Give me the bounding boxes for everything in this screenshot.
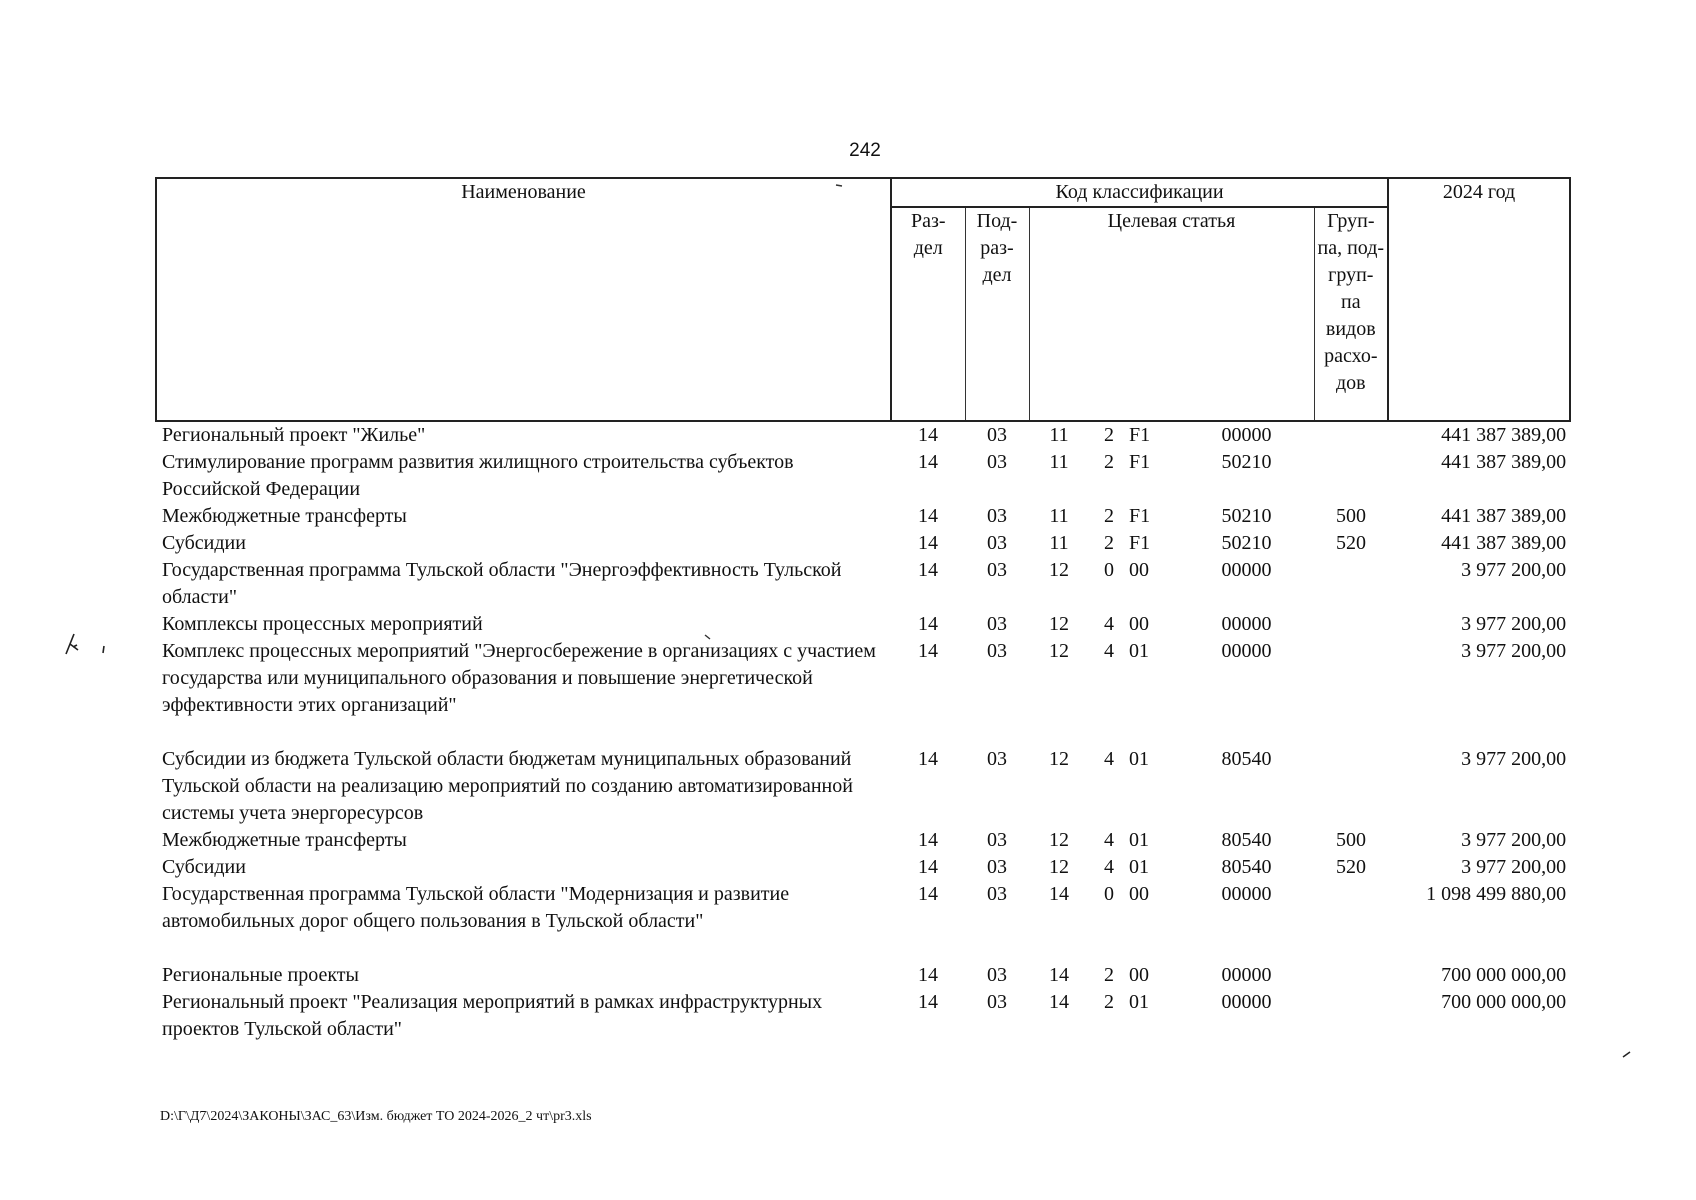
row-target-subprogram: 0: [1104, 883, 1114, 905]
row-target-direction: 50210: [1221, 532, 1272, 554]
row-amount: 3 977 200,00: [1461, 640, 1567, 662]
row-name: Региональный проект "Жилье": [162, 424, 426, 446]
row-expense-group: 520: [1336, 856, 1367, 878]
row-podrazdel: 03: [987, 964, 1007, 986]
row-podrazdel: 03: [987, 748, 1007, 770]
row-razdel: 14: [918, 559, 938, 581]
row-target-program: 12: [1049, 559, 1069, 581]
row-razdel: 14: [918, 964, 938, 986]
row-expense-group: [1314, 449, 1388, 503]
row-target-program: 12: [1049, 829, 1069, 851]
row-target-event: 01: [1129, 991, 1149, 1013]
row-podrazdel: 03: [987, 856, 1007, 878]
row-amount: 441 387 389,00: [1441, 505, 1567, 527]
table-row: [156, 854, 1570, 881]
row-amount: 441 387 389,00: [1441, 424, 1567, 446]
row-target-direction: 50210: [1221, 505, 1272, 527]
row-razdel: 14: [918, 640, 938, 662]
row-target-program: 12: [1049, 640, 1069, 662]
row-target-subprogram: 4: [1104, 829, 1114, 851]
row-target-direction: 00000: [1221, 613, 1272, 635]
handwritten-mark: [62, 628, 118, 658]
row-podrazdel: 03: [987, 613, 1007, 635]
row-target-event: 01: [1129, 829, 1149, 851]
row-target-event: 00: [1129, 964, 1149, 986]
row-target-program: 12: [1049, 748, 1069, 770]
row-razdel: 14: [918, 505, 938, 527]
stray-mark: [835, 183, 843, 189]
header-target-article: Целевая статья: [1029, 207, 1314, 421]
row-target-event: 01: [1129, 748, 1149, 770]
row-target-subprogram: 2: [1104, 451, 1114, 473]
table-row: [156, 449, 1570, 503]
table-header: [156, 178, 1570, 421]
row-razdel: 14: [918, 883, 938, 905]
budget-table: [155, 177, 1571, 1043]
row-podrazdel: 03: [987, 640, 1007, 662]
row-target-event: 01: [1129, 856, 1149, 878]
row-razdel: 14: [918, 613, 938, 635]
table-row: [156, 421, 1570, 449]
row-target-event: 01: [1129, 640, 1149, 662]
row-razdel: 14: [918, 856, 938, 878]
row-target-direction: 00000: [1221, 424, 1272, 446]
table-row: [156, 827, 1570, 854]
table-row: [156, 557, 1570, 611]
table-row: [156, 503, 1570, 530]
row-target-event: F1: [1129, 532, 1151, 554]
row-expense-group: 500: [1336, 829, 1367, 851]
row-target-event: F1: [1129, 424, 1151, 446]
row-target-event: F1: [1129, 505, 1151, 527]
row-target-program: 11: [1049, 451, 1069, 473]
row-amount: 3 977 200,00: [1461, 856, 1567, 878]
row-expense-group: [1314, 557, 1388, 611]
row-name: Межбюджетные трансферты: [162, 505, 407, 527]
row-name: Стимулирование программ развития жилищного строительства субъектов Российской Федерации: [162, 451, 794, 500]
row-podrazdel: 03: [987, 883, 1007, 905]
row-name: Субсидии: [162, 532, 246, 554]
row-amount: 441 387 389,00: [1441, 451, 1567, 473]
row-name: Межбюджетные трансферты: [162, 829, 407, 851]
row-amount: 700 000 000,00: [1441, 991, 1567, 1013]
row-podrazdel: 03: [987, 559, 1007, 581]
row-target-program: 11: [1049, 532, 1069, 554]
table-row: [156, 638, 1570, 746]
row-target-subprogram: 0: [1104, 559, 1114, 581]
row-target-subprogram: 4: [1104, 856, 1114, 878]
row-target-direction: 80540: [1221, 856, 1272, 878]
row-amount: 3 977 200,00: [1461, 748, 1567, 770]
file-path-footer: D:\Г\Д7\2024\ЗАКОНЫ\ЗАС_63\Изм. бюджет ТО 2024-2026_2 чт\pr3.xls: [160, 1109, 592, 1124]
row-target-subprogram: 4: [1104, 640, 1114, 662]
row-podrazdel: 03: [987, 991, 1007, 1013]
row-expense-group: [1314, 989, 1388, 1043]
row-target-direction: 80540: [1221, 829, 1272, 851]
row-razdel: 14: [918, 991, 938, 1013]
row-razdel: 14: [918, 829, 938, 851]
row-target-direction: 00000: [1221, 640, 1272, 662]
row-razdel: 14: [918, 748, 938, 770]
row-name: Комплекс процессных мероприятий "Энергосбережение в организациях с участием государства или муниципального образования и повышение энергетической эффективности этих организаций": [162, 640, 876, 716]
header-expense-group: Груп- па, под- груп- па видов расхо- дов: [1314, 207, 1388, 421]
row-name: Субсидии: [162, 856, 246, 878]
row-razdel: 14: [918, 532, 938, 554]
row-target-direction: 00000: [1221, 883, 1272, 905]
row-amount: 3 977 200,00: [1461, 613, 1567, 635]
row-podrazdel: 03: [987, 424, 1007, 446]
table-row: [156, 962, 1570, 989]
row-expense-group: 500: [1336, 505, 1367, 527]
table-row: [156, 611, 1570, 638]
row-target-subprogram: 4: [1104, 748, 1114, 770]
row-name: Государственная программа Тульской области "Энергоэффективность Тульской области": [162, 559, 842, 608]
row-target-program: 14: [1049, 991, 1069, 1013]
row-target-subprogram: 2: [1104, 964, 1114, 986]
row-amount: 441 387 389,00: [1441, 532, 1567, 554]
row-target-program: 12: [1049, 613, 1069, 635]
row-target-direction: 50210: [1221, 451, 1272, 473]
row-target-event: 00: [1129, 613, 1149, 635]
row-target-program: 14: [1049, 883, 1069, 905]
row-target-subprogram: 2: [1104, 505, 1114, 527]
row-name: Региональные проекты: [162, 964, 359, 986]
row-amount: 700 000 000,00: [1441, 964, 1567, 986]
table-body: [156, 421, 1570, 1043]
row-target-program: 12: [1049, 856, 1069, 878]
row-target-program: 14: [1049, 964, 1069, 986]
row-target-direction: 80540: [1221, 748, 1272, 770]
row-name: Комплексы процессных мероприятий: [162, 613, 483, 635]
row-target-event: F1: [1129, 451, 1151, 473]
row-target-subprogram: 2: [1104, 532, 1114, 554]
row-expense-group: [1314, 421, 1388, 449]
row-podrazdel: 03: [987, 532, 1007, 554]
row-razdel: 14: [918, 451, 938, 473]
row-expense-group: [1314, 638, 1388, 746]
row-name: Государственная программа Тульской области "Модернизация и развитие автомобильных дорог общего пользования в Тульской области": [162, 883, 790, 932]
stray-mark: [1622, 1050, 1632, 1058]
row-amount: 1 098 499 880,00: [1426, 883, 1567, 905]
table-row: [156, 881, 1570, 962]
header-subsection: Под- раз- дел: [965, 207, 1029, 421]
table-row: [156, 746, 1570, 827]
row-amount: 3 977 200,00: [1461, 559, 1567, 581]
row-target-program: 11: [1049, 424, 1069, 446]
header-code-classification: Код классификации: [891, 178, 1388, 207]
row-target-direction: 00000: [1221, 964, 1272, 986]
row-razdel: 14: [918, 424, 938, 446]
header-section: Раз- дел: [891, 207, 965, 421]
row-expense-group: [1314, 962, 1388, 989]
row-name: Субсидии из бюджета Тульской области бюджетам муниципальных образований Тульской области на реализацию мероприятий по созданию автоматизированной системы учета энергоресурсов: [162, 748, 853, 824]
row-name: Региональный проект "Реализация мероприятий в рамках инфраструктурных проектов Тульской области": [162, 991, 823, 1040]
table-row: [156, 530, 1570, 557]
row-target-direction: 00000: [1221, 559, 1272, 581]
page-number: 242: [849, 140, 881, 161]
row-podrazdel: 03: [987, 829, 1007, 851]
row-podrazdel: 03: [987, 451, 1007, 473]
row-target-program: 11: [1049, 505, 1069, 527]
stray-mark: [704, 634, 712, 640]
row-target-subprogram: 4: [1104, 613, 1114, 635]
row-amount: 3 977 200,00: [1461, 829, 1567, 851]
table-row: [156, 989, 1570, 1043]
row-target-event: 00: [1129, 559, 1149, 581]
row-expense-group: [1314, 881, 1388, 962]
row-target-direction: 00000: [1221, 991, 1272, 1013]
row-target-subprogram: 2: [1104, 424, 1114, 446]
header-year: 2024 год: [1388, 178, 1570, 421]
row-podrazdel: 03: [987, 505, 1007, 527]
row-target-event: 00: [1129, 883, 1149, 905]
row-expense-group: 520: [1336, 532, 1367, 554]
row-expense-group: [1314, 746, 1388, 827]
row-target-subprogram: 2: [1104, 991, 1114, 1013]
header-name: Наименование: [156, 178, 891, 421]
row-expense-group: [1314, 611, 1388, 638]
